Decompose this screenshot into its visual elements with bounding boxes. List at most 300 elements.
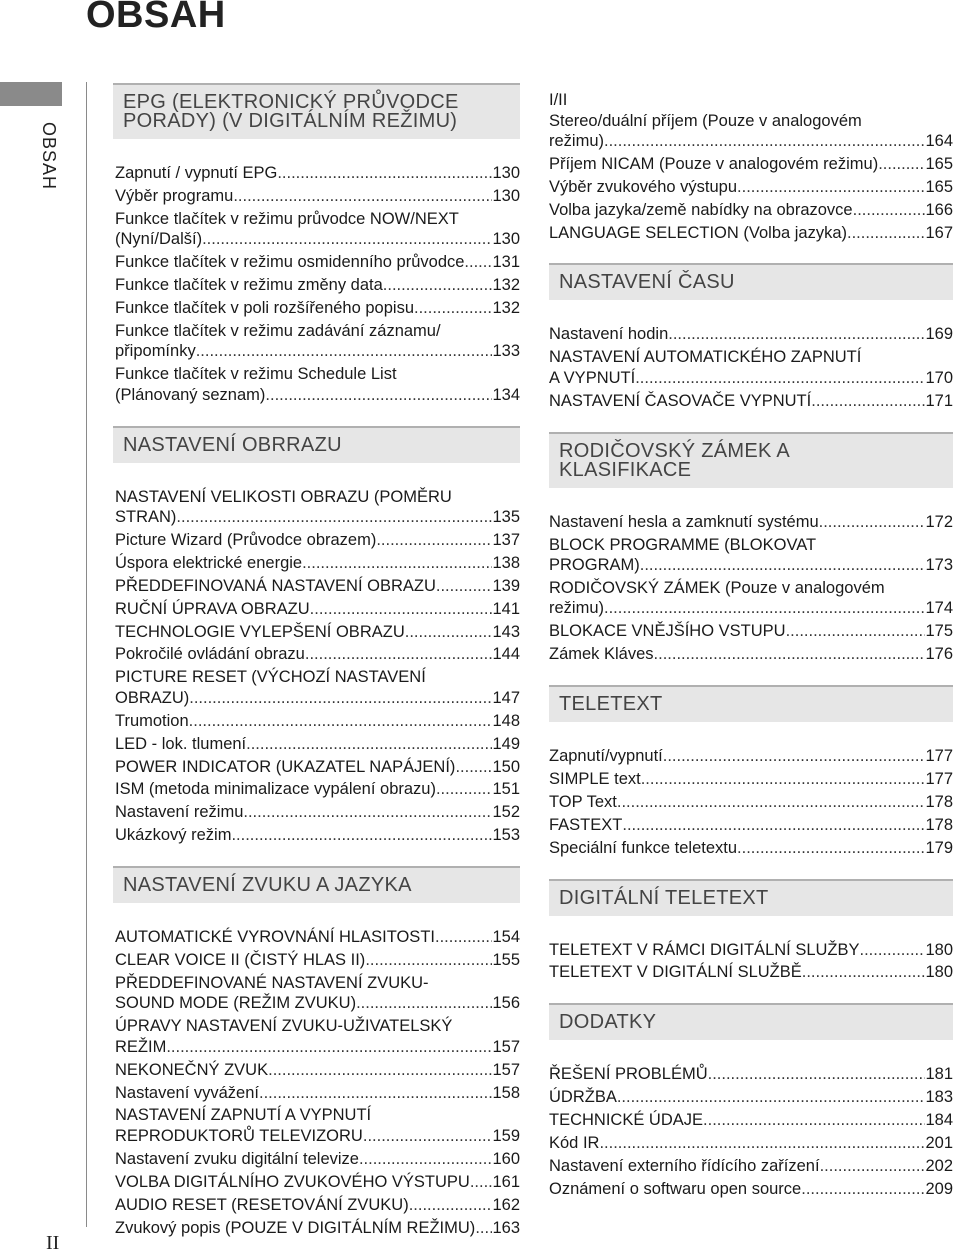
toc-entry[interactable] — [549, 578, 953, 619]
dot-leader — [363, 1126, 493, 1147]
section-heading-line: NASTAVENÍ ČASU — [559, 271, 735, 294]
toc-entry-text: Pokročilé ovládání obrazu — [115, 645, 305, 664]
toc-entry-text: Funkce tlačítek v režimu osmidenního průvodce — [115, 253, 465, 272]
toc-page-number: 151 — [492, 780, 520, 799]
dot-leader — [811, 391, 925, 412]
toc-entry[interactable] — [115, 530, 520, 551]
toc-entry-text: RUČNÍ ÚPRAVA OBRAZU — [115, 599, 310, 618]
toc-page-number: 134 — [492, 385, 520, 404]
toc-entry-leader-row — [115, 927, 520, 948]
dot-leader — [878, 154, 925, 175]
toc-entry[interactable] — [549, 621, 953, 642]
toc-entry[interactable] — [115, 1083, 520, 1104]
toc-entry[interactable] — [549, 1179, 953, 1200]
toc-page-number: 180 — [925, 963, 953, 982]
toc-entry[interactable] — [549, 90, 953, 152]
toc-entry[interactable] — [115, 757, 520, 778]
toc-column-right — [549, 90, 953, 1202]
toc-page-number: 153 — [492, 826, 520, 845]
toc-page-number: 149 — [492, 734, 520, 753]
toc-page-number: 177 — [925, 747, 953, 766]
section-gap — [549, 245, 953, 263]
toc-page-number: 130 — [492, 186, 520, 205]
toc-entry-text: TOP Text — [549, 792, 617, 811]
section-heading — [549, 263, 953, 300]
dot-leader — [599, 1133, 925, 1154]
toc-page-number: 165 — [925, 154, 953, 173]
dot-leader — [635, 368, 925, 389]
heading-gap — [115, 477, 520, 487]
toc-entry[interactable] — [549, 391, 953, 412]
dot-leader — [405, 622, 493, 643]
toc-entry[interactable] — [549, 940, 953, 961]
toc-entry-text: STRAN) — [115, 508, 177, 527]
toc-entry[interactable] — [549, 512, 953, 533]
toc-page-number: 130 — [492, 164, 520, 182]
toc-page-number: 180 — [925, 940, 953, 959]
toc-page-number: 209 — [925, 1179, 953, 1198]
toc-entry-text: RODIČOVSKÝ ZÁMEK (Pouze v analogovém — [549, 578, 885, 597]
toc-entry[interactable] — [115, 209, 520, 250]
dot-leader — [265, 385, 492, 406]
toc-entry-text: (Plánovaný seznam) — [115, 385, 266, 404]
toc-entry[interactable] — [115, 186, 520, 207]
toc-page-number: 148 — [492, 711, 520, 730]
dot-leader — [820, 1156, 926, 1177]
toc-entry-text: OBRAZU) — [115, 688, 190, 707]
dot-leader — [668, 324, 925, 345]
toc-page-number: 155 — [492, 950, 520, 969]
toc-entry[interactable] — [115, 973, 520, 1014]
dot-leader — [622, 815, 925, 836]
toc-page-number: 154 — [492, 928, 520, 947]
toc-entry-leader-row — [115, 553, 520, 574]
toc-entry-leader-row — [115, 644, 520, 665]
toc-page-number: 159 — [492, 1126, 520, 1145]
toc-entry[interactable] — [549, 200, 953, 221]
toc-page-number: 160 — [492, 1149, 520, 1168]
dot-leader — [464, 252, 492, 273]
dot-leader — [860, 940, 926, 961]
toc-entry-text: LED - lok. tlumení — [115, 734, 247, 753]
toc-entry[interactable] — [115, 779, 520, 800]
toc-entry-text: POWER INDICATOR (UKAZATEL NAPÁJENÍ) — [115, 757, 456, 776]
dot-leader — [786, 621, 926, 642]
toc-page-number: 147 — [492, 688, 520, 707]
dot-leader — [202, 229, 492, 250]
toc-entry-leader-row — [549, 1179, 953, 1200]
toc-entry-leader-row — [549, 838, 953, 859]
toc-entry[interactable] — [115, 1060, 520, 1081]
dot-leader — [801, 1179, 925, 1200]
toc-entry[interactable] — [549, 535, 953, 576]
section-heading — [113, 866, 520, 903]
toc-entry[interactable] — [549, 792, 953, 813]
toc-entry[interactable] — [115, 1016, 520, 1057]
dot-leader — [819, 512, 926, 533]
toc-entry-leader-row — [115, 1060, 520, 1081]
section-heading-line: EPG (ELEKTRONICKÝ PRŮVODCE — [123, 91, 459, 113]
dot-leader — [246, 734, 492, 755]
toc-entry-text: NASTAVENÍ AUTOMATICKÉHO ZAPNUTÍ — [549, 348, 862, 367]
toc-entry-text: CLEAR VOICE II (ČISTÝ HLAS II) — [115, 950, 366, 969]
toc-page-number: 174 — [925, 599, 953, 618]
toc-entry-text: Kód IR — [549, 1133, 600, 1152]
toc-entry[interactable] — [115, 802, 520, 823]
toc-page-number: 132 — [492, 298, 520, 317]
toc-entry[interactable] — [549, 815, 953, 836]
toc-page-number: 201 — [925, 1133, 953, 1152]
section-gap — [115, 848, 520, 866]
toc-entry[interactable] — [549, 746, 953, 767]
toc-entry[interactable] — [115, 252, 520, 273]
toc-entry[interactable] — [115, 1195, 520, 1216]
toc-entry-text: SIMPLE text — [549, 769, 641, 788]
toc-entry-text: NEKONEČNÝ ZVUK — [115, 1060, 269, 1079]
dot-leader — [604, 598, 925, 619]
toc-entry-text: Nastavení externího řídícího zařízení — [549, 1156, 820, 1175]
toc-entry-leader-row — [549, 746, 953, 767]
toc-page-number: 172 — [925, 512, 953, 531]
toc-entry-text: Stereo/duální příjem (Pouze v analogovém — [549, 111, 862, 130]
toc-entry[interactable] — [549, 324, 953, 345]
dot-leader — [436, 576, 493, 597]
toc-page-number: 130 — [492, 230, 520, 249]
toc-entry-leader-row — [115, 622, 520, 643]
section-heading-line: DIGITÁLNÍ TELETEXT — [559, 886, 769, 909]
toc-entry-leader-row — [549, 154, 953, 175]
toc-entry-text: NASTAVENÍ ZAPNUTÍ A VYPNUTÍ — [115, 1106, 372, 1125]
toc-page-number: 177 — [925, 769, 953, 788]
dot-leader — [737, 177, 925, 198]
toc-entry-leader-row — [549, 940, 953, 961]
toc-entry-leader-row — [549, 512, 953, 533]
toc-entry-text: (Nyní/Další) — [115, 230, 203, 249]
toc-entry-text: AUTOMATICKÉ VYROVNÁNÍ HLASITOSTI — [115, 928, 435, 947]
toc-entry-text: Výběr programu — [115, 186, 234, 205]
dot-leader — [475, 1218, 492, 1239]
section-heading-line: KLASIFIKACE — [559, 458, 692, 481]
toc-page-number: 170 — [925, 368, 953, 387]
toc-entry[interactable] — [115, 1172, 520, 1193]
toc-entry-text: režimu) — [549, 132, 605, 150]
toc-entry[interactable] — [549, 962, 953, 983]
dot-leader — [243, 802, 492, 823]
section-gap — [549, 861, 953, 879]
toc-page-number: 139 — [492, 576, 520, 595]
toc-entry[interactable] — [115, 927, 520, 948]
toc-page-number: 144 — [492, 645, 520, 664]
toc-entry-leader-row — [549, 368, 953, 389]
toc-page-number: 133 — [492, 342, 520, 361]
toc-entry-text: REŽIM — [115, 1037, 167, 1056]
heading-gap — [549, 502, 953, 512]
toc-column-left — [115, 83, 520, 1240]
section-heading — [113, 83, 520, 139]
toc-page-number: 157 — [492, 1037, 520, 1056]
toc-entry-text: PROGRAM) — [549, 556, 640, 575]
toc-page-number: 163 — [492, 1218, 520, 1237]
section-heading-line: PORADY) (V DIGITÁLNÍM REŽIMU) — [123, 110, 458, 132]
toc-entry-text: režimu) — [549, 599, 605, 618]
toc-entry-leader-row — [549, 324, 953, 345]
toc-page-number: 158 — [492, 1083, 520, 1102]
toc-page-number: 152 — [492, 803, 520, 822]
toc-entry-text: SOUND MODE (REŽIM ZVUKU) — [115, 994, 357, 1013]
dot-leader — [259, 1083, 492, 1104]
section-heading-line: DODATKY — [559, 1011, 657, 1034]
section-gap — [115, 408, 520, 426]
dot-leader — [703, 1110, 925, 1131]
section-heading-line: NASTAVENÍ ZVUKU A JAZYKA — [123, 874, 412, 897]
toc-entry-leader-row — [115, 802, 520, 823]
section-heading — [549, 685, 953, 722]
toc-entry-leader-row — [549, 1064, 953, 1085]
toc-entry-leader-row — [115, 1218, 520, 1239]
toc-page-number: 161 — [492, 1172, 520, 1191]
toc-entry-text: Oznámení o softwaru open source — [549, 1179, 802, 1198]
dot-leader — [166, 1037, 492, 1058]
section-heading — [549, 879, 953, 916]
toc-entry[interactable] — [115, 487, 520, 528]
toc-entry-text: Funkce tlačítek v režimu změny data — [115, 276, 383, 295]
toc-entry-leader-row — [549, 1110, 953, 1131]
toc-entry-leader-row — [115, 298, 520, 319]
heading-gap — [115, 917, 520, 927]
toc-entry-text: TELETEXT V RÁMCI DIGITÁLNÍ SLUŽBY — [549, 940, 860, 959]
dot-leader — [847, 223, 925, 244]
dot-leader — [654, 644, 926, 665]
dot-leader — [663, 746, 926, 767]
toc-entry-text: TECHNICKÉ ÚDAJE — [549, 1111, 704, 1130]
toc-entry-text: Zvukový popis (POUZE V DIGITÁLNÍM REŽIMU) — [115, 1218, 476, 1237]
toc-entry-leader-row — [115, 385, 520, 406]
toc-page-number: 178 — [925, 815, 953, 834]
toc-entry[interactable] — [549, 1133, 953, 1154]
toc-entry-text: I/II — [549, 91, 568, 109]
toc-page-number: 162 — [492, 1195, 520, 1214]
toc-entry-leader-row — [115, 1126, 520, 1147]
toc-page-number: 157 — [492, 1060, 520, 1079]
dot-leader — [853, 200, 926, 221]
toc-entry[interactable] — [115, 321, 520, 362]
dot-leader — [305, 644, 493, 665]
toc-entry-leader-row — [549, 200, 953, 221]
toc-entry-text: Zámek Kláves — [549, 645, 654, 664]
toc-entry-text: BLOCK PROGRAMME (BLOKOVAT — [549, 535, 817, 554]
toc-entry-text: Příjem NICAM (Pouze v analogovém režimu) — [549, 154, 879, 173]
side-tab-marker — [0, 82, 62, 106]
toc-page-number: 181 — [925, 1065, 953, 1084]
toc-entry-text: A VYPNUTÍ — [549, 368, 636, 387]
toc-entry-leader-row — [549, 962, 953, 983]
section-heading — [549, 1003, 953, 1040]
toc-entry[interactable] — [115, 599, 520, 620]
toc-entry-leader-row — [115, 229, 520, 250]
toc-entry[interactable] — [115, 275, 520, 296]
toc-entry[interactable] — [549, 177, 953, 198]
dot-leader — [189, 711, 493, 732]
dot-leader — [737, 838, 925, 859]
dot-leader — [641, 769, 926, 790]
dot-leader — [302, 553, 492, 574]
toc-entry-leader-row — [115, 252, 520, 273]
toc-page-number: 171 — [925, 391, 953, 410]
toc-entry-text: Funkce tlačítek v režimu průvodce NOW/NEXT — [115, 209, 459, 228]
section-heading — [113, 426, 520, 463]
toc-entry[interactable] — [549, 769, 953, 790]
page-number: II — [46, 1232, 60, 1254]
toc-entry[interactable] — [115, 1149, 520, 1170]
toc-entry[interactable] — [115, 1105, 520, 1146]
toc-page-number: 143 — [492, 622, 520, 641]
toc-page-number: 179 — [925, 838, 953, 857]
section-heading-line: TELETEXT — [559, 693, 663, 716]
section-gap — [549, 985, 953, 1003]
toc-entry-leader-row — [115, 507, 520, 528]
toc-entry-text: připomínky — [115, 342, 196, 361]
toc-page-number: 178 — [925, 792, 953, 811]
dot-leader — [436, 779, 493, 800]
toc-entry-leader-row — [549, 598, 953, 619]
toc-entry[interactable] — [549, 644, 953, 665]
heading-gap — [549, 314, 953, 324]
toc-entry-text: Volba jazyka/země nabídky na obrazovce — [549, 200, 853, 219]
toc-entry[interactable] — [115, 950, 520, 971]
toc-entry-leader-row — [115, 993, 520, 1014]
toc-entry-text: AUDIO RESET (RESETOVÁNÍ ZVUKU) — [115, 1195, 409, 1214]
toc-page-number: 184 — [925, 1111, 953, 1130]
dot-leader — [414, 298, 492, 319]
toc-entry[interactable] — [115, 298, 520, 319]
toc-entry-leader-row — [115, 599, 520, 620]
toc-entry-leader-row — [549, 621, 953, 642]
toc-page-number: 141 — [492, 599, 520, 618]
toc-page-number: 164 — [925, 132, 953, 150]
toc-entry[interactable] — [549, 1087, 953, 1108]
dot-leader — [640, 555, 926, 576]
toc-entry-text: Trumotion — [115, 711, 189, 730]
toc-entry-text: VOLBA DIGITÁLNÍHO ZVUKOVÉHO VÝSTUPU — [115, 1172, 470, 1191]
dot-leader — [277, 163, 492, 184]
toc-entry[interactable] — [115, 622, 520, 643]
toc-entry-leader-row — [115, 186, 520, 207]
toc-entry-leader-row — [115, 779, 520, 800]
toc-entry-leader-row — [115, 163, 520, 184]
toc-entry-text: NASTAVENÍ ČASOVAČE VYPNUTÍ — [549, 391, 812, 410]
toc-page-number: 150 — [492, 757, 520, 776]
toc-entry-text: BLOKACE VNĚJŠÍHO VSTUPU — [549, 622, 786, 641]
toc-entry[interactable] — [115, 711, 520, 732]
toc-entry-text: Speciální funkce teletextu — [549, 838, 738, 857]
toc-entry[interactable] — [115, 1218, 520, 1239]
toc-entry-text: Zapnutí/vypnutí — [549, 747, 663, 766]
toc-page-number: 173 — [925, 556, 953, 575]
heading-gap — [549, 736, 953, 746]
toc-entry-text: NASTAVENÍ VELIKOSTI OBRAZU (POMĚRU — [115, 487, 452, 506]
toc-page-number: 169 — [925, 325, 953, 344]
toc-entry-leader-row — [549, 1156, 953, 1177]
toc-entry[interactable] — [115, 163, 520, 184]
section-gap — [549, 667, 953, 685]
toc-entry-text: PŘEDDEFINOVANÉ NASTAVENÍ ZVUKU- — [115, 973, 429, 992]
toc-entry[interactable] — [549, 154, 953, 175]
toc-entry[interactable] — [549, 838, 953, 859]
toc-entry-leader-row — [549, 792, 953, 813]
toc-entry-text: Nastavení hesla a zamknutí systému — [549, 512, 819, 531]
side-rule — [86, 82, 87, 1227]
toc-page-number: 202 — [925, 1156, 953, 1175]
toc-entry-text: LANGUAGE SELECTION (Volba jazyka) — [549, 223, 848, 242]
toc-entry[interactable] — [115, 364, 520, 405]
dot-leader — [708, 1064, 926, 1085]
toc-entry-leader-row — [115, 1195, 520, 1216]
toc-entry-text: FASTEXT — [549, 815, 623, 834]
toc-entry-leader-row — [115, 757, 520, 778]
toc-entry[interactable] — [549, 347, 953, 388]
dot-leader — [802, 962, 926, 983]
toc-entry[interactable] — [115, 553, 520, 574]
toc-entry-leader-row — [115, 688, 520, 709]
toc-entry-leader-row — [549, 1087, 953, 1108]
toc-entry-leader-row — [115, 576, 520, 597]
dot-leader — [310, 599, 493, 620]
dot-leader — [376, 530, 492, 551]
section-gap — [549, 414, 953, 432]
dot-leader — [617, 1087, 926, 1108]
dot-leader — [365, 950, 492, 971]
toc-entry[interactable] — [115, 576, 520, 597]
toc-entry-text: Funkce tlačítek v režimu Schedule List — [115, 365, 397, 384]
toc-entry[interactable] — [549, 1156, 953, 1177]
toc-entry-text: Zapnutí / vypnutí EPG — [115, 164, 278, 182]
toc-entry[interactable] — [115, 644, 520, 665]
toc-entry-leader-row — [115, 1083, 520, 1104]
toc-entry-leader-row — [549, 769, 953, 790]
toc-entry[interactable] — [549, 1064, 953, 1085]
toc-entry[interactable] — [549, 223, 953, 244]
dot-leader — [356, 993, 492, 1014]
toc-entry[interactable] — [115, 825, 520, 846]
toc-entry-leader-row — [549, 177, 953, 198]
toc-entry-leader-row — [115, 275, 520, 296]
dot-leader — [231, 825, 492, 846]
heading-gap — [115, 153, 520, 163]
dot-leader — [233, 186, 492, 207]
toc-page-number: 165 — [925, 177, 953, 196]
toc-entry-text: Funkce tlačítek v poli rozšířeného popisu — [115, 298, 414, 317]
toc-entry[interactable] — [549, 1110, 953, 1131]
toc-page-number: 176 — [925, 645, 953, 664]
toc-entry-text: TECHNOLOGIE VYLEPŠENÍ OBRAZU — [115, 622, 405, 641]
section-heading-line: NASTAVENÍ OBRRAZU — [123, 433, 342, 456]
toc-entry-text: Ukázkový režim — [115, 826, 232, 845]
toc-entry-leader-row — [115, 341, 520, 362]
toc-entry-text: ÚPRAVY NASTAVENÍ ZVUKU-UŽIVATELSKÝ — [115, 1017, 453, 1036]
toc-entry-text: ISM (metoda minimalizace vypálení obrazu) — [115, 780, 436, 799]
section-heading — [549, 432, 953, 488]
toc-entry[interactable] — [115, 667, 520, 708]
toc-page-number: 138 — [492, 553, 520, 572]
toc-entry-text: ÚDRŽBA — [549, 1088, 617, 1107]
side-label: OBSAH — [39, 122, 59, 191]
dot-leader — [604, 131, 925, 152]
dot-leader — [470, 1172, 493, 1193]
toc-entry[interactable] — [115, 734, 520, 755]
toc-entry-text: Picture Wizard (Průvodce obrazem) — [115, 531, 377, 550]
dot-leader — [455, 757, 492, 778]
dot-leader — [435, 927, 492, 948]
